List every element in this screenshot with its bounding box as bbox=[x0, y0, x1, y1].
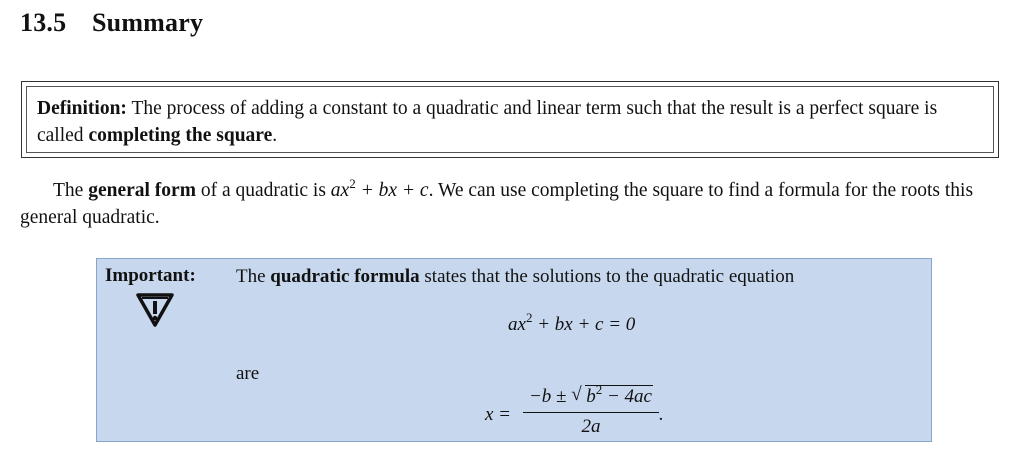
para-term: general form bbox=[88, 180, 196, 201]
fraction-bar bbox=[523, 412, 659, 413]
warning-icon bbox=[135, 292, 175, 328]
definition-end: . bbox=[272, 125, 278, 146]
imp-text-pre: The bbox=[236, 266, 271, 287]
formula-numerator bbox=[523, 384, 659, 410]
para-text-pre: The bbox=[53, 180, 89, 201]
numerator-pre: −b ± bbox=[528, 386, 572, 407]
imp-term: quadratic formula bbox=[270, 266, 420, 287]
expr-a: ax bbox=[330, 180, 350, 201]
definition-text: The process of adding a constant to a quadratic and linear term such that the result is a perfect square is called bbox=[37, 98, 938, 146]
section-number: 13.5 bbox=[20, 8, 67, 37]
formula-fraction bbox=[523, 384, 659, 439]
body-paragraph bbox=[20, 177, 1010, 231]
para-text-mid: of a quadratic is bbox=[195, 180, 331, 201]
important-label: Important: bbox=[105, 265, 196, 286]
formula-lhs: x = bbox=[485, 404, 512, 425]
eq1-rest: + bx + c = 0 bbox=[532, 314, 636, 335]
expr-exponent: 2 bbox=[349, 176, 356, 191]
quadratic-equation bbox=[508, 310, 636, 336]
definition-term: completing the square bbox=[88, 125, 273, 146]
expr-rest: + bx + c bbox=[355, 180, 429, 201]
definition-inner bbox=[26, 86, 994, 153]
radical-sign: √ bbox=[571, 384, 582, 405]
formula-period: . bbox=[659, 404, 664, 425]
radicand bbox=[585, 382, 653, 407]
section-heading bbox=[20, 8, 203, 38]
eq1-a: ax bbox=[508, 314, 526, 335]
important-box bbox=[96, 258, 932, 442]
formula-denominator: 2a bbox=[581, 416, 601, 437]
definition-label: Definition: bbox=[37, 98, 127, 119]
important-text bbox=[236, 265, 794, 289]
para-text-post: . We can use completing the square to find a formula for the roots this general quadratic. bbox=[20, 180, 974, 228]
imp-text-post: states that the solutions to the quadratic equation bbox=[419, 266, 795, 287]
general-form-expression bbox=[330, 176, 429, 201]
eq1-exponent: 2 bbox=[525, 310, 533, 325]
definition-box bbox=[21, 81, 999, 158]
radicand-b: b bbox=[586, 386, 596, 407]
are-label: are bbox=[236, 363, 260, 384]
square-root bbox=[571, 384, 653, 410]
radicand-exponent: 2 bbox=[595, 382, 603, 397]
radicand-rest: − 4ac bbox=[602, 386, 652, 407]
section-title: Summary bbox=[92, 8, 204, 37]
